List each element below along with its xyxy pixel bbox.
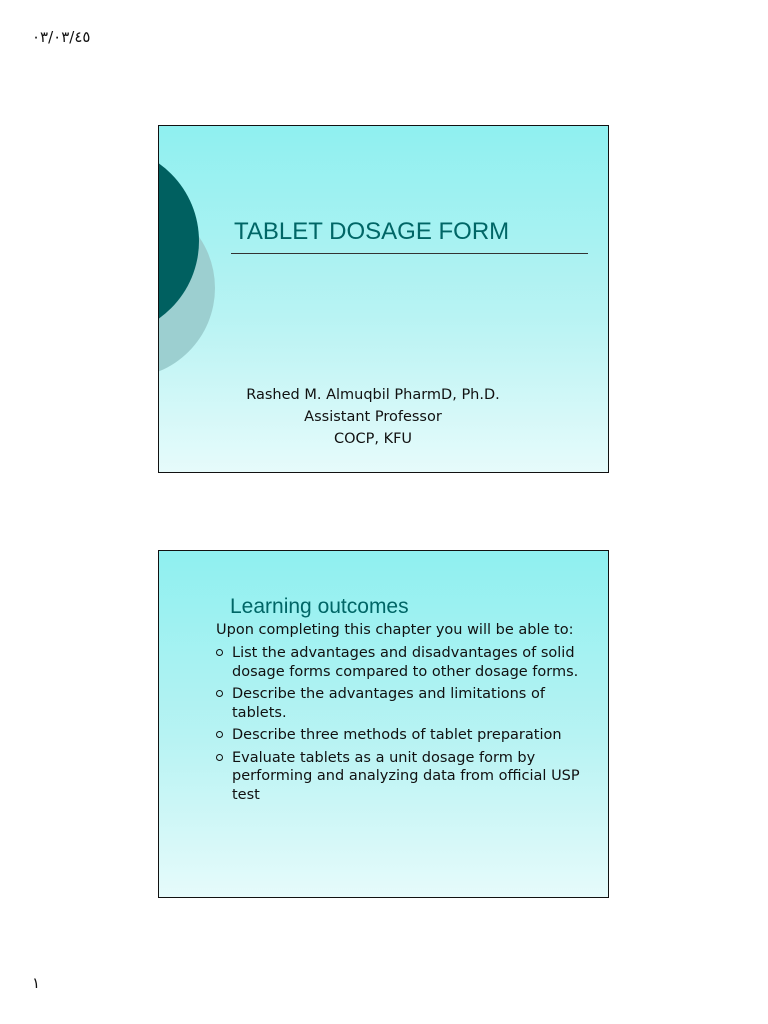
list-item	[216, 685, 596, 722]
list-item	[216, 749, 596, 805]
outcome-text: Describe three methods of tablet preparation	[232, 727, 562, 743]
page-number: ١	[32, 974, 41, 992]
author-affiliation: COCP, KFU	[333, 431, 413, 447]
bullet-icon	[216, 731, 223, 738]
outcome-text: Evaluate tablets as a unit dosage form by performing and analyzing data from official USP test	[232, 749, 580, 803]
learning-outcomes-slide	[158, 550, 609, 898]
author-name: Rashed M. Almuqbil PharmD, Ph.D.	[246, 387, 500, 403]
bullet-icon	[216, 690, 223, 697]
bullet-icon	[216, 649, 223, 656]
bullet-icon	[216, 754, 223, 761]
list-item	[216, 726, 596, 745]
author-position: Assistant Professor	[304, 409, 442, 425]
page-date: ٠٣/٠٣/٤٥	[32, 28, 91, 46]
outcomes-list	[216, 644, 596, 808]
author-block	[159, 384, 587, 450]
outcomes-title: Learning outcomes	[230, 595, 409, 618]
outcome-text: List the advantages and disadvantages of solid dosage forms compared to other dosage forms.	[232, 645, 579, 680]
slide-title: TABLET DOSAGE FORM	[234, 218, 510, 245]
title-slide	[158, 125, 609, 473]
outcomes-intro: Upon completing this chapter you will be able to:	[216, 622, 574, 638]
title-divider	[231, 253, 588, 254]
list-item	[216, 644, 596, 681]
outcome-text: Describe the advantages and limitations of tablets.	[232, 686, 545, 721]
